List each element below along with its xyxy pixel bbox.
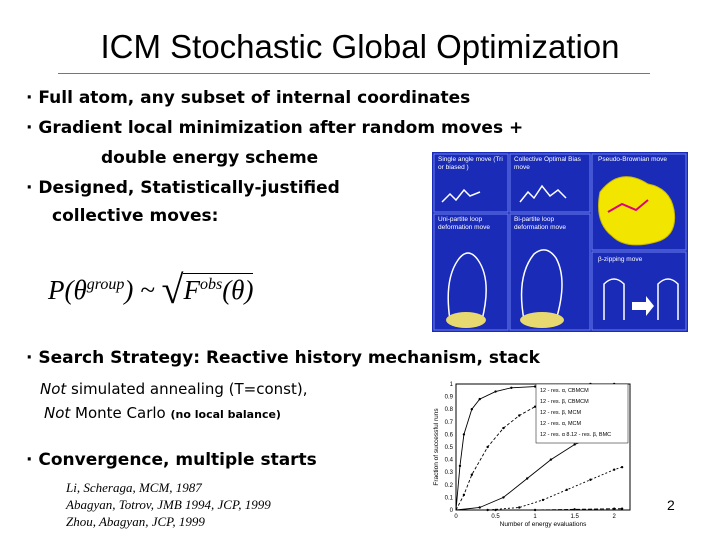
- bullet-moves-line2: collective moves:: [52, 206, 219, 226]
- moves-figure-svg: [432, 152, 688, 332]
- formula-mid: ) ~: [124, 275, 162, 305]
- note-no-local-balance: (no local balance): [170, 408, 281, 421]
- y-tick-label: 0.9: [444, 394, 453, 401]
- y-tick-label: 0.3: [444, 470, 453, 477]
- data-point: [463, 433, 465, 435]
- convergence-chart-svg: [430, 376, 640, 528]
- note-monte-carlo-text: Monte Carlo: [70, 404, 171, 422]
- reference-3: Zhou, Abagyan, JCP, 1999: [66, 514, 205, 529]
- x-tick-label: 0: [454, 514, 458, 520]
- y-tick-label: 0.7: [444, 419, 453, 426]
- bullet-convergence: · Convergence, multiple starts: [26, 450, 317, 470]
- note-annealing-text: simulated annealing (T=const),: [66, 380, 308, 398]
- panel-label-single-angle: Single angle move (Tri or biased ): [438, 156, 503, 171]
- panel-label-bipartite: Bi-partite loop deformation move: [514, 216, 567, 231]
- reference-1: Li, Scheraga, MCM, 1987: [66, 480, 202, 495]
- y-tick-label: 1: [449, 382, 453, 388]
- note-not-2: Not: [44, 404, 71, 422]
- panel-label-pseudo-brownian: Pseudo-Brownian move: [598, 156, 668, 163]
- legend-entry: 12 - res. α 8.12 - res. β, BMC: [540, 432, 612, 438]
- data-point: [479, 506, 481, 508]
- data-point: [566, 489, 568, 491]
- note-not-1: Not: [40, 380, 67, 398]
- slide-title: ICM Stochastic Global Optimization: [100, 28, 620, 65]
- data-point: [479, 398, 481, 400]
- x-axis-label: Number of energy evaluations: [499, 521, 587, 528]
- note-not-monte-carlo: [44, 404, 281, 422]
- legend-entry: 12 - res. β, CBMCM: [540, 399, 589, 405]
- formula-lhs-sup: group: [86, 276, 125, 293]
- data-point: [613, 508, 615, 510]
- legend-entry: 12 - res. β, MCM: [540, 410, 582, 416]
- data-point: [518, 414, 520, 416]
- x-tick-label: 2: [612, 514, 616, 520]
- panel-label-collective-bias: Collective Optimal Bias move: [514, 156, 581, 171]
- data-point: [471, 408, 473, 410]
- bullet-full-atom: · Full atom, any subset of internal coordinates: [26, 88, 471, 108]
- panel-label-unipartite: Uni-partite loop deformation move: [438, 216, 491, 231]
- formula-radicand: [183, 273, 253, 305]
- data-point: [494, 390, 496, 392]
- y-tick-label: 0.4: [444, 457, 453, 464]
- data-point: [621, 466, 623, 468]
- formula-rhs: F: [183, 275, 200, 305]
- bullet-gradient-line2: double energy scheme: [101, 148, 319, 168]
- bullet-search-strategy: · Search Strategy: Reactive history mechanism, stack: [26, 348, 540, 368]
- sqrt-symbol: √: [161, 267, 184, 312]
- data-point: [510, 387, 512, 389]
- y-tick-label: 0.5: [444, 445, 453, 451]
- y-axis-label: Fraction of successful runs: [433, 408, 440, 486]
- data-point: [502, 427, 504, 429]
- data-point: [621, 508, 623, 510]
- data-point: [534, 509, 536, 511]
- title-divider: [58, 73, 650, 74]
- convergence-chart: [430, 376, 640, 528]
- data-point: [463, 494, 465, 496]
- x-tick-label: 1.5: [570, 514, 579, 520]
- bullet-gradient-line1: · Gradient local minimization after random moves +: [26, 118, 524, 138]
- probability-formula: [48, 262, 254, 312]
- legend-entry: 12 - res. α, CBMCM: [540, 388, 589, 394]
- note-not-annealing: [40, 380, 308, 398]
- y-tick-label: 0.6: [444, 432, 453, 439]
- data-point: [518, 506, 520, 508]
- data-point: [502, 496, 504, 498]
- data-point: [471, 474, 473, 476]
- bullet-moves-line1: · Designed, Statistically-justified: [26, 178, 340, 198]
- formula-rhs-end: (θ): [222, 275, 254, 305]
- slide-number: 2: [667, 497, 675, 513]
- formula-lhs: P(θ: [48, 275, 87, 305]
- data-point: [486, 446, 488, 448]
- anchor-1: [446, 312, 486, 328]
- data-point: [613, 468, 615, 470]
- data-point: [542, 499, 544, 501]
- reference-2: Abagyan, Totrov, JMB 1994, JCP, 1999: [66, 497, 271, 512]
- y-tick-label: 0.2: [444, 482, 453, 489]
- moves-figure: [432, 152, 688, 332]
- data-point: [459, 465, 461, 467]
- data-point: [550, 458, 552, 460]
- anchor-2: [520, 312, 564, 328]
- x-tick-label: 0.5: [491, 514, 500, 520]
- data-point: [526, 477, 528, 479]
- legend-entry: 12 - res. α, MCM: [540, 421, 582, 427]
- x-tick-label: 1: [533, 514, 537, 520]
- y-tick-label: 0.1: [444, 495, 453, 502]
- data-point: [573, 508, 575, 510]
- formula-rhs-sup: obs: [199, 276, 223, 293]
- panel-label-beta-zipping: β-zipping move: [598, 256, 643, 263]
- y-tick-label: 0: [449, 508, 453, 514]
- y-tick-label: 0.8: [444, 407, 453, 414]
- data-point: [573, 443, 575, 445]
- data-point: [589, 479, 591, 481]
- data-point: [494, 509, 496, 511]
